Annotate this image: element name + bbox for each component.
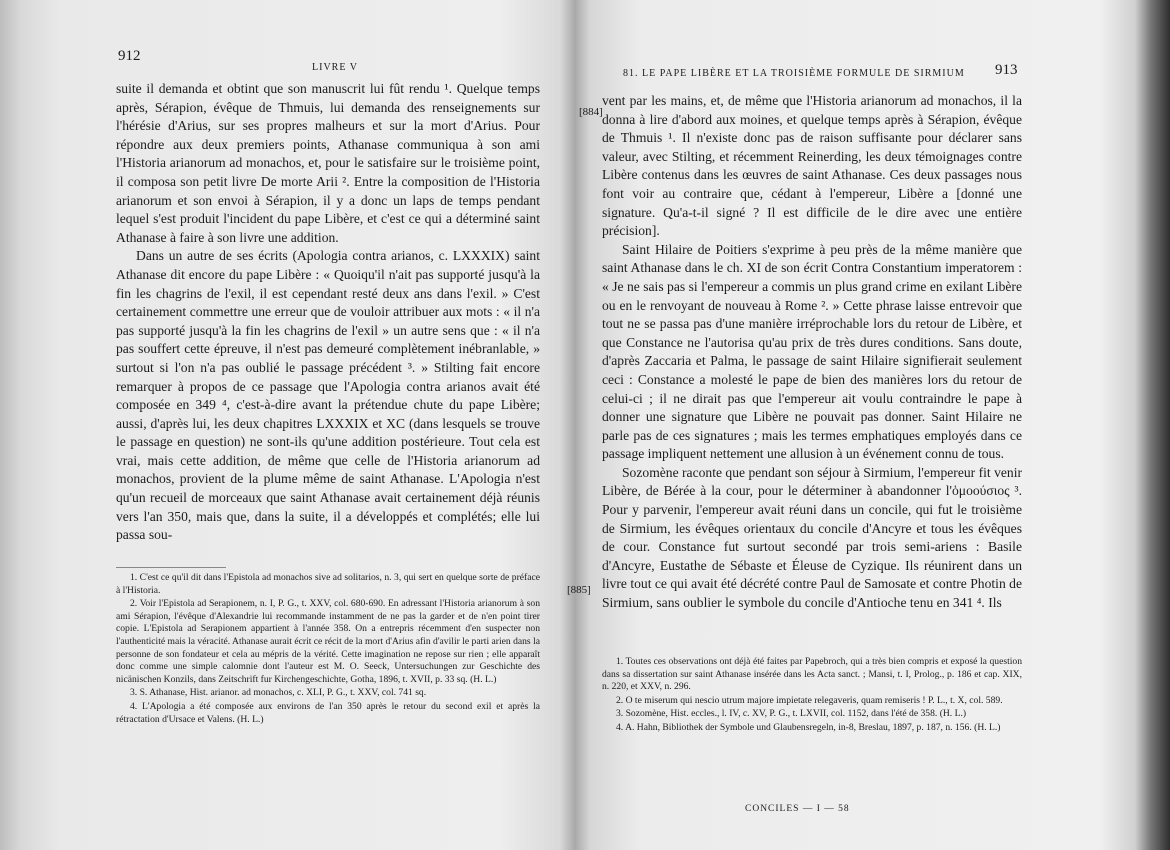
running-head: LIVRE V: [312, 62, 358, 73]
footnote: 4. A. Hahn, Bibliothek der Symbole und Glaubensregeln, in-8, Breslau, 1897, p. 187, n. 156. (H. L.): [616, 721, 1001, 733]
paragraph: suite il demanda et obtint que son manuscrit lui fût rendu ¹. Quelque temps après, Sérapion, évêque de Thmuis, lui demanda des renseignements sur l'hérésie d'Arius, sur ses propres malheurs et sur la mort d'Arius. Pour répondre aux deux premiers points, Athanase communiqua à son ami l'Historia arianorum ad monachos, et, pour le satisfaire sur le troisième point, il composa son petit livre De morte Arii ². Entre la composition de l'Historia arianorum et son envoi à Sérapion, il y a donc un laps de temps pendant lequel s'est produit l'incident du pape Libère, et c'est ce qui a déterminé saint Athanase à faire à son livre une addition.: [116, 81, 540, 245]
footnote: 3. S. Athanase, Hist. arianor. ad monachos, c. XLI, P. G., t. XXV, col. 741 sq.: [130, 687, 427, 699]
footnote: 2. O te miserum qui nescio utrum majore impietate relegaveris, quam remiseris ! P. L., t. X, col. 589.: [616, 694, 1003, 706]
footnote: 1. Toutes ces observations ont déjà été faites par Papebroch, qui a très bien compris et exposé la question dans sa dissertation sur saint Athanase insérée dans les Acta sanct. ; Mansi, t. I, Prolog., p. 186 et cap. XIX, n. 220, et XXV, n. 296.: [602, 656, 1022, 693]
paragraph: Saint Hilaire de Poitiers s'exprime à peu près de la même manière que saint Athanase dans le ch. XI de son écrit Contra Constantium imperatorem : « Je ne sais pas si l'empereur a commis un plus grand crime en exilant Libère ou en le renvoyant de nouveau à Rome ². » Cette phrase laisse entrevoir que tout ne se passa pas d'une manière irréprochable lors du retour de Libère, et que Constance ne l'autorisa qu'au prix de très dures conditions. Sans doute, d'après Zaccaria et Palma, le passage de saint Hilaire signifierait seulement ceci : Constance a molesté le pape de bien des manières lors du retour de celui-ci ; il ne dirait pas que l'empereur ait voulu contraindre le pape à donner une signature que Libère ne pouvait pas donner. Saint Hilaire ne parle pas de ces signatures ; mais les termes emphatiques employés dans ce passage impliquent nettement une allusion à un événement connu de tous.: [602, 241, 1022, 462]
footnote: 1. C'est ce qu'il dit dans l'Epistola ad monachos sive ad solitarios, n. 3, qui sert en quelque sorte de préface à l'Historia.: [116, 572, 540, 596]
paragraph: Dans un autre de ses écrits (Apologia contra arianos, c. LXXXIX) saint Athanase dit encore du pape Libère : « Quoiqu'il n'ait pas supporté jusqu'à la fin les chagrins de l'exil, il est cependant resté deux ans dans l'exil. » C'est certainement commettre une erreur que de vouloir attribuer aux mots : « il n'a pas supporté jusqu'à la fin les chagrins de l'exil » un autre sens que : « il n'a pas souffert cette épreuve, il n'est pas demeuré complètement inébranlable, » surtout si l'on n'a pas oublié le passage précédent ³. » Stilting fait encore remarquer à propos de ce passage que l'Apologia contra arianos avait été composée en 349 ⁴, c'est-à-dire avant la prétendue chute du pape Libère; aussi, d'après lui, les deux chapitres LXXXIX et XC (dans lesquels se trouve le passage en question) ne sont-ils qu'une addition postérieure. Tout cela est vrai, mais cette addition, de même que celle de l'Historia arianorum ad monachos, provient de la plume même de saint Athanase. L'Apologia n'est qu'un recueil de morceaux que saint Athanase avait certainement déjà réunis vers l'an 350, mais que, dans la suite, il a développés et complétés; elle lui passa sou-: [116, 248, 540, 543]
paragraph: vent par les mains, et, de même que l'Historia arianorum ad monachos, il la donna à lire d'abord aux moines, et quelque temps après à Sérapion, évêque de Thmuis ¹. Il n'existe donc pas de raison suffisante pour déclarer sans valeur, avec Stilting, et récemment Reinerding, les deux témoignages contre Libère contenus dans les œuvres de saint Athanase. Ces deux passages nous font voir au contraire que, cédant à l'empereur, Libère a [donné une signature. Qu'a-t-il signé ? Il est difficile de le dire avec une entière précision].: [602, 93, 1022, 239]
main-text: [116, 80, 540, 545]
running-head: 81. LE PAPE LIBÈRE ET LA TROISIÈME FORMULE DE SIRMIUM: [623, 68, 965, 79]
paragraph: Sozomène raconte que pendant son séjour à Sirmium, l'empereur fit venir Libère, de Bérée à la cour, pour le déterminer à abandonner l'ὁμοούσιος ³. Pour y parvenir, l'empereur avait réuni dans un concile, qui fut le troisième de Sirmium, les évêques orientaux du concile d'Ancyre et tous les évêques de cour. Constance fut surtout secondé par trois semi-ariens : Basile d'Ancyre, Eustathe de Sébaste et Éleuse de Cyzique. Ils réunirent dans un livre tout ce qui avait été décrété contre Paul de Samosate et contre Photin de Sirmium, sans oublier le symbole du concile d'Antioche tenu en 341 ⁴. Ils: [602, 464, 1022, 611]
footnote: 3. Sozomène, Hist. eccles., l. IV, c. XV, P. G., t. LXVII, col. 1152, dans l'été de 358. (H. L.): [616, 708, 967, 720]
footnote: 4. L'Apologia a été composée aux environs de l'an 350 après le retour du second exil et après la rétractation d'Ursace et Valens. (H. L.): [116, 700, 540, 725]
footnote: 2. Voir l'Epistola ad Serapionem, n. I, P. G., t. XXV, col. 680-690. En adressant l'Historia arianorum à son ami Sérapion, l'évêque d'Alexandrie lui recommande instamment de ne pas la garder et de n'en point tirer copie. L'Epistola ad Serapionem appartient à l'année 358. On a entrepris récemment d'en suspecter non l'authenticité mais la véracité. Athanase aurait écrit ce récit de la mort d'Arius afin d'avilir le parti arien dans la personne de son fondateur et cela au mépris de la vérité. Cette imagination ne repose sur rien ; elle apparaît donc comme une simple calomnie dont l'auteur est M. O. Seeck, Untersuchungen zur Geschichte des nicänischen Konzils, dans Zeitschrift fur Kirchengeschichte, Gotha, 1896, t. XVII, p. 33 sq. (H. L.): [116, 598, 540, 685]
footnote-rule: [116, 567, 226, 568]
page-number: 912: [118, 48, 141, 64]
main-text: [602, 92, 1022, 613]
right-page: [567, 0, 1135, 850]
footnotes: [116, 572, 540, 727]
left-page: [0, 0, 575, 850]
margin-mark: [884]: [579, 106, 603, 118]
margin-mark: [885]: [567, 584, 591, 596]
page-number: 913: [995, 62, 1018, 78]
signature-mark: CONCILES — I — 58: [745, 804, 850, 814]
footnotes: [602, 656, 1022, 736]
